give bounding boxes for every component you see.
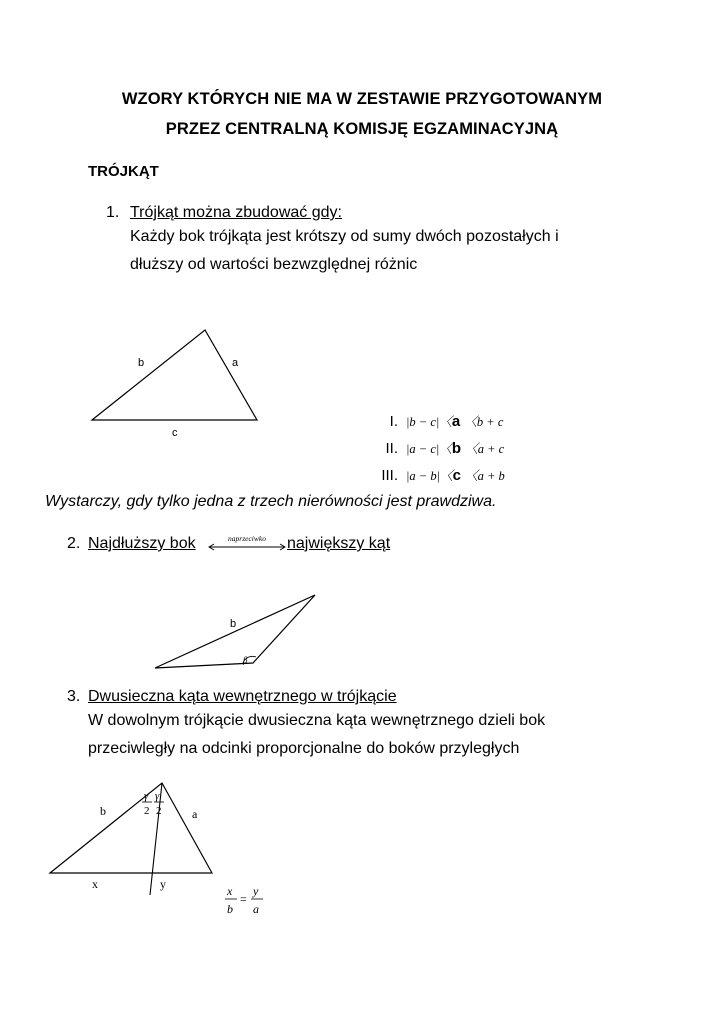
triangle-3-label-x: x	[92, 877, 98, 891]
inequality-1-number: I.	[389, 413, 398, 430]
inequality-3	[370, 466, 505, 484]
triangle-2-angle-label: β	[243, 655, 248, 665]
item1-heading: Trójkąt można zbudować gdy:	[130, 204, 342, 221]
section-heading: TRÓJKĄT	[88, 163, 159, 180]
arrow-label: naprzeciwko	[228, 534, 266, 543]
inequality-3-lt1: 〈	[440, 469, 453, 483]
double-arrow-icon	[207, 533, 287, 555]
triangle-3-label-b: b	[100, 804, 106, 818]
inequality-2-lt1: 〈	[439, 442, 452, 456]
title-line-2: PRZEZ CENTRALNĄ KOMISJĘ EGZAMINACYJNĄ	[165, 120, 559, 138]
inequality-1	[370, 412, 503, 430]
inequality-2-var: b	[451, 440, 462, 457]
triangle-1-label-a: a	[232, 357, 239, 369]
proportion-formula	[222, 882, 272, 922]
triangle-3-label-a: a	[192, 807, 198, 821]
half-angle-left-den: 2	[144, 805, 150, 817]
note-text: Wystarczy, gdy tylko jedna z trzech nierówności jest prawdziwa.	[45, 493, 497, 510]
item2-left: Najdłuższy bok	[88, 535, 196, 552]
triangle-2-shape	[155, 595, 315, 668]
triangle-3-shape	[50, 783, 212, 873]
item1-line-1: Każdy bok trójkąta jest krótszy od sumy dwóch pozostałych i	[130, 228, 559, 245]
triangle-2-label-b: b	[230, 618, 237, 630]
triangle-1-shape	[92, 330, 257, 420]
half-angle-right-den: 2	[156, 805, 162, 817]
inequality-3-var: c	[452, 467, 461, 484]
proportion-b: b	[227, 902, 233, 916]
inequality-1-abs: |b − c|	[406, 415, 440, 429]
inequality-3-abs: |a − b|	[406, 469, 441, 483]
inequality-3-sum: a + b	[477, 469, 505, 483]
inequality-2-sum: a + c	[477, 442, 505, 456]
title-line-1: WZORY KTÓRYCH NIE MA W ZESTAWIE PRZYGOTOWANYM	[121, 90, 603, 108]
half-angle-right-num: γ	[155, 790, 160, 802]
proportion-a: a	[253, 902, 259, 916]
triangle-figure-3	[40, 775, 240, 900]
item1-number: 1.	[106, 204, 120, 221]
item3-number: 3.	[67, 688, 81, 705]
triangle-1-label-c: c	[172, 427, 178, 439]
inequality-1-sum: b + c	[476, 415, 504, 429]
triangle-3-label-y: y	[160, 877, 166, 891]
item1-line-2: dłuższy od wartości bezwzględnej różnic	[130, 256, 418, 273]
proportion-eq: =	[240, 892, 247, 906]
inequality-2	[370, 439, 504, 457]
item2-right: największy kąt	[287, 535, 391, 552]
proportion-y: y	[253, 884, 259, 898]
item3-line-1: W dowolnym trójkącie dwusieczna kąta wewnętrznego dzieli bok	[88, 712, 546, 729]
inequality-1-var: a	[451, 413, 461, 430]
triangle-1-label-b: b	[138, 357, 145, 369]
inequality-3-lt2: 〈	[465, 469, 478, 483]
inequality-3-number: III.	[381, 467, 398, 484]
triangle-figure-2	[145, 585, 325, 675]
inequality-2-abs: |a − c|	[406, 442, 440, 456]
inequality-2-number: II.	[385, 440, 398, 457]
item2-number: 2.	[67, 535, 81, 552]
proportion-x: x	[227, 884, 233, 898]
half-angle-left-num: γ	[144, 790, 149, 802]
inequality-2-lt2: 〈	[465, 442, 478, 456]
inequality-1-lt2: 〈	[464, 415, 477, 429]
triangle-figure-1	[80, 320, 280, 440]
item3-line-2: przeciwległy na odcinki proporcjonalne do boków przyległych	[88, 740, 520, 757]
item3-heading: Dwusieczna kąta wewnętrznego w trójkącie	[88, 688, 397, 705]
inequality-1-lt1: 〈	[439, 415, 452, 429]
